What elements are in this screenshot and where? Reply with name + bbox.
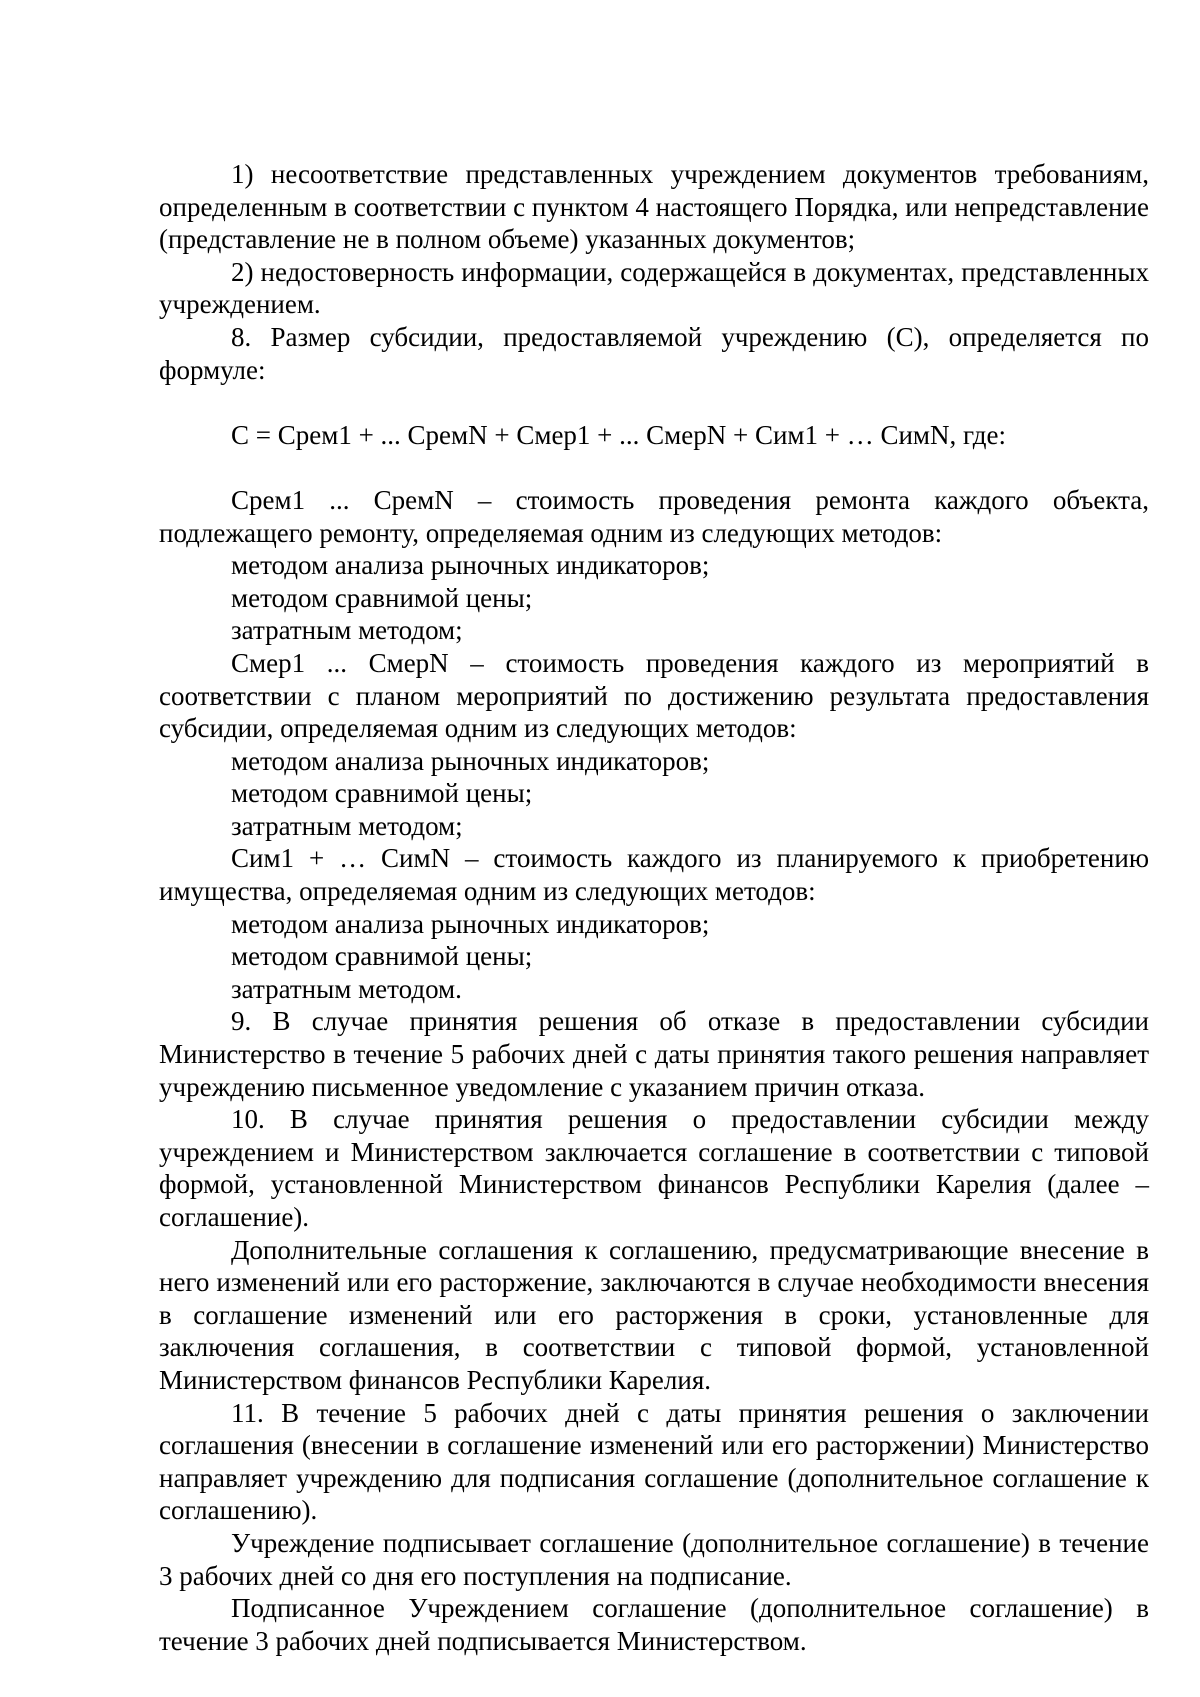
method-cost-based: затратным методом;	[231, 615, 463, 646]
method-market-indicators: методом анализа рыночных индикаторов;	[231, 745, 710, 776]
method-comparable-price: методом сравнимой цены;	[231, 778, 533, 809]
paragraph-clause-11: 11. В течение 5 рабочих дней с даты принятия решения о заключении соглашения (внесении в соглашение изменений или его расторжении) Министерство направляет учреждению для подписания соглашение (дополнительное соглашение к соглашению).	[159, 1397, 1149, 1526]
subsidy-formula: С = Срем1 + ... СремN + Смер1 + ... СмерN + Сим1 + … СимN, где:	[231, 419, 1006, 450]
document-page	[159, 158, 1149, 1657]
method-cost-based: затратным методом;	[231, 810, 463, 841]
method-cost-based: затратным методом.	[231, 973, 462, 1004]
paragraph-ministry-signs: Подписанное Учреждением соглашение (дополнительное соглашение) в течение 3 рабочих дней подписывается Министерством.	[159, 1593, 1149, 1656]
paragraph-sim-definition: Сим1 + … СимN – стоимость каждого из планируемого к приобретению имущества, определяемая одним из следующих методов:	[159, 843, 1149, 907]
paragraph-item-1: 1) несоответствие представленных учреждением документов требованиям, определенным в соответствии с пунктом 4 настоящего Порядка, или непредставление (представление не в полном объеме) указанных документов;	[159, 159, 1149, 255]
paragraph-institution-signs: Учреждение подписывает соглашение (дополнительное соглашение) в течение 3 рабочих дней со дня его поступления на подписание.	[159, 1527, 1149, 1591]
method-market-indicators: методом анализа рыночных индикаторов;	[231, 550, 710, 581]
method-comparable-price: методом сравнимой цены;	[231, 941, 533, 972]
paragraph-clause-8: 8. Размер субсидии, предоставляемой учреждению (С), определяется по формуле:	[159, 321, 1149, 385]
paragraph-additional-agreements: Дополнительные соглашения к соглашению, предусматривающие внесение в него изменений или его расторжение, заключаются в случае необходимости внесения в соглашение изменений или его расторжения в сроки, установленные для заключения соглашения, в соответствии с типовой формой, установленной Министерством финансов Республики Карелия.	[159, 1234, 1149, 1395]
paragraph-smer-definition: Смер1 ... СмерN – стоимость проведения каждого из мероприятий в соответствии с планом мероприятий по достижению результата предоставления субсидии, определяемая одним из следующих методов:	[159, 647, 1149, 744]
paragraph-item-2: 2) недостоверность информации, содержащейся в документах, представленных учреждением.	[159, 256, 1149, 320]
paragraph-clause-9: 9. В случае принятия решения об отказе в предоставлении субсидии Министерство в течение 5 рабочих дней с даты принятия такого решения направляет учреждению письменное уведомление с указанием причин отказа.	[159, 1006, 1149, 1102]
paragraph-srem-definition: Срем1 ... СремN – стоимость проведения ремонта каждого объекта, подлежащего ремонту, определяемая одним из следующих методов:	[159, 484, 1149, 548]
method-market-indicators: методом анализа рыночных индикаторов;	[231, 908, 710, 939]
paragraph-clause-10: 10. В случае принятия решения о предоставлении субсидии между учреждением и Министерством заключается соглашение в соответствии с типовой формой, установленной Министерством финансов Республики Карелия (далее – соглашение).	[159, 1104, 1149, 1232]
method-comparable-price: методом сравнимой цены;	[231, 582, 533, 613]
